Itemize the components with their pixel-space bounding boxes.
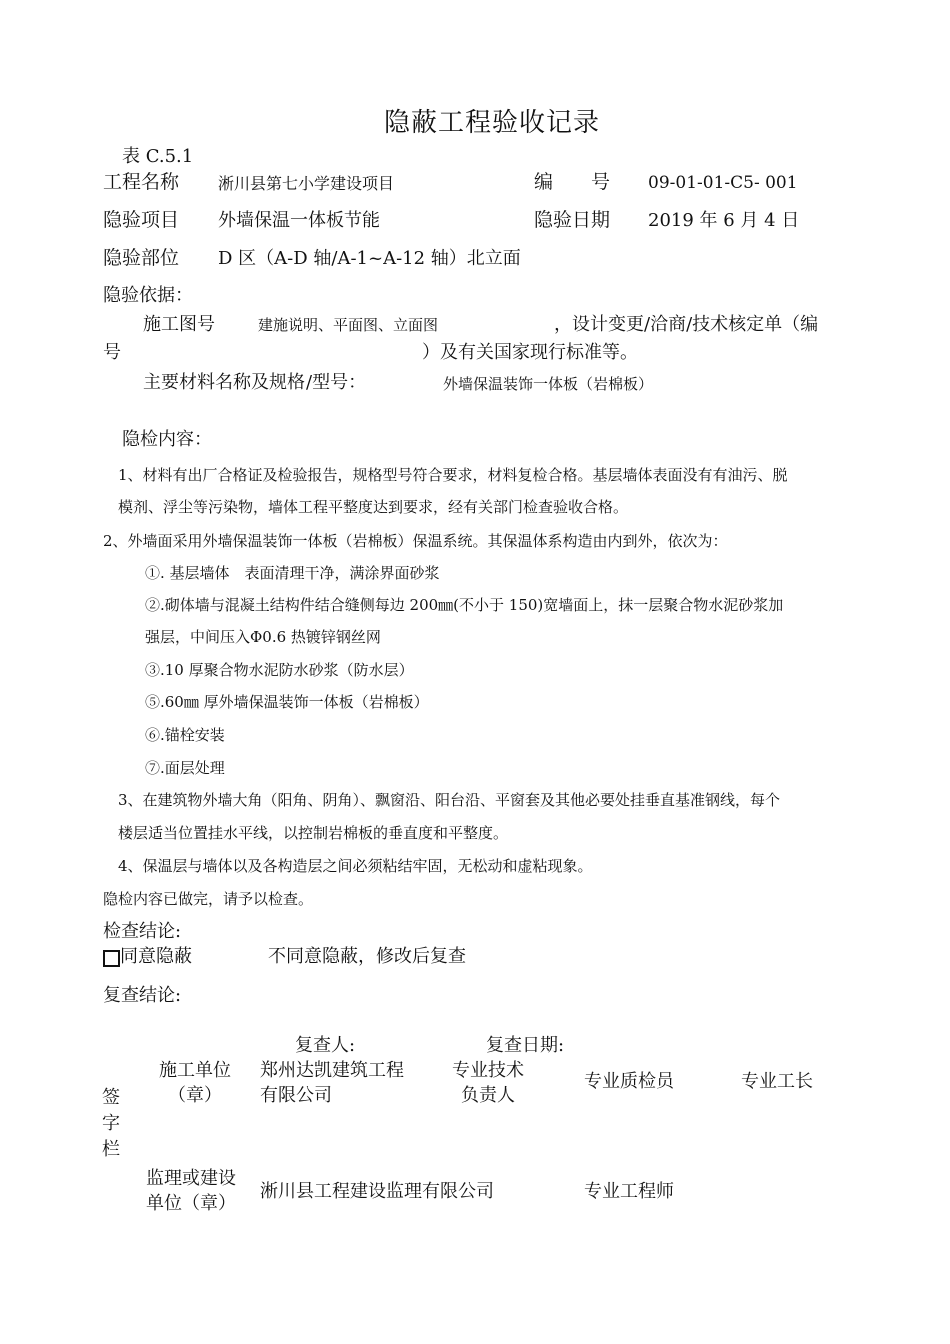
content-step-7: ⑦.面层处理 [145,759,225,777]
side-char: 字 [102,1113,120,1134]
material-value: 外墙保温装饰一体板（岩棉板） [443,375,654,393]
drawing-label: 施工图号 [143,314,215,335]
content-step-6: ⑥.锚栓安装 [145,726,225,744]
tech-lead [450,1058,526,1108]
drawing-value: 建施说明、平面图、立面图 [258,316,439,334]
supervisor-unit-line1: 监理或建设 [146,1168,236,1189]
supervisor-name: 淅川县工程建设监理有限公司 [260,1181,494,1202]
content-step-5: ⑤.60㎜ 厚外墙保温装饰一体板（岩棉板） [145,693,429,711]
contractor-unit [155,1058,235,1108]
professional-engineer: 专业工程师 [584,1181,674,1202]
table-number: 表 C.5.1 [122,146,194,167]
contractor-name-line2: 有限公司 [260,1085,332,1106]
tech-lead-line1: 专业技术 [452,1060,524,1081]
project-name-label: 工程名称 [103,171,180,193]
content-step-3: ③.10 厚聚合物水泥防水砂浆（防水层） [145,661,414,679]
location-label: 隐验部位 [103,247,180,269]
side-char: 签 [102,1087,120,1108]
disagree-option-label: 不同意隐蔽，修改后复查 [268,946,466,967]
item-label: 隐验项目 [103,209,180,231]
material-label: 主要材料名称及规格 [143,372,305,393]
content-p1-line1: 1、材料有出厂合格证及检验报告，规格型号符合要求，材料复检合格。基层墙体表面没有有油污、脱 [118,466,788,484]
contractor-unit-line2: （章） [168,1085,222,1106]
content-p2: 2、外墙面采用外墙保温装饰一体板（岩棉板）保温系统。其保温体系构造由内到外，依次为： [103,532,728,550]
content-p1-line2: 模剂、浮尘等污染物，墙体工程平整度达到要求，经有关部门检查验收合格。 [118,498,629,516]
content-label: 隐检内容： [122,429,212,450]
project-name-value: 淅川县第七小学建设项目 [218,174,395,193]
foreman: 专业工长 [741,1071,813,1092]
inspection-label: 检查结论: [103,921,182,942]
recheck-label: 复查结论: [103,985,182,1006]
agree-option-label: 同意隐蔽 [120,946,192,967]
content-step-2-line1: ②.砌体墙与混凝土结构件结合缝侧每边 200㎜(不小于 150)宽墙面上，抹一层聚合物水泥砂浆加 [145,596,784,614]
content-p3-line2: 楼层适当位置挂水平线，以控制岩棉板的垂直度和平整度。 [118,824,509,842]
contractor-unit-line1: 施工单位 [159,1060,231,1081]
date-label: 隐验日期 [534,209,611,231]
item-value: 外墙保温一体板节能 [218,210,380,231]
number-label: 编 号 [534,171,611,193]
content-p3-line1: 3、在建筑物外墙大角（阳角、阴角）、飘窗沿、阳台沿、平窗套及其他必要处挂垂直基准钢线，每个 [118,791,781,809]
content-done: 隐检内容已做完，请予以检查。 [103,890,314,908]
basis-line2-prefix: 号 [103,342,121,363]
reviewer-label: 复查人: [295,1035,356,1056]
content-p4: 4、保温层与墙体以及各构造层之间必须粘结牢固，无松动和虚粘现象。 [118,857,593,875]
content-step-1: ①. 基层墙体 表面清理干净，满涂界面砂浆 [145,564,440,582]
date-value: 2019 年 6 月 4 日 [648,210,800,231]
location-value: D 区（A-D 轴/A-1~A-12 轴）北立面 [218,248,521,269]
contractor-name-line1: 郑州达凯建筑工程 [260,1060,404,1081]
side-char: 栏 [102,1139,120,1160]
number-value: 09-01-01-C5- 001 [648,173,798,193]
drawing-suffix: ，设计变更/洽商/技术核定单（编 [554,314,819,335]
agree-checkbox[interactable] [103,950,120,967]
supervisor-unit-line2: 单位（章） [146,1193,236,1214]
page-title: 隐蔽工程验收记录 [384,108,601,138]
supervisor-unit [146,1166,236,1216]
signature-side-label [101,1085,121,1163]
tech-lead-line2: 负责人 [461,1085,515,1106]
basis-line2-suffix: ）及有关国家现行标准等。 [422,342,638,363]
material-label-overlap: /型号： [306,372,367,393]
quality-inspector: 专业质检员 [584,1071,674,1092]
basis-label: 隐验依据： [103,285,193,306]
contractor-name [260,1058,404,1108]
recheck-date-label: 复查日期: [486,1035,565,1056]
content-step-2-line2: 强层，中间压入Φ0.6 热镀锌钢丝网 [145,628,381,646]
